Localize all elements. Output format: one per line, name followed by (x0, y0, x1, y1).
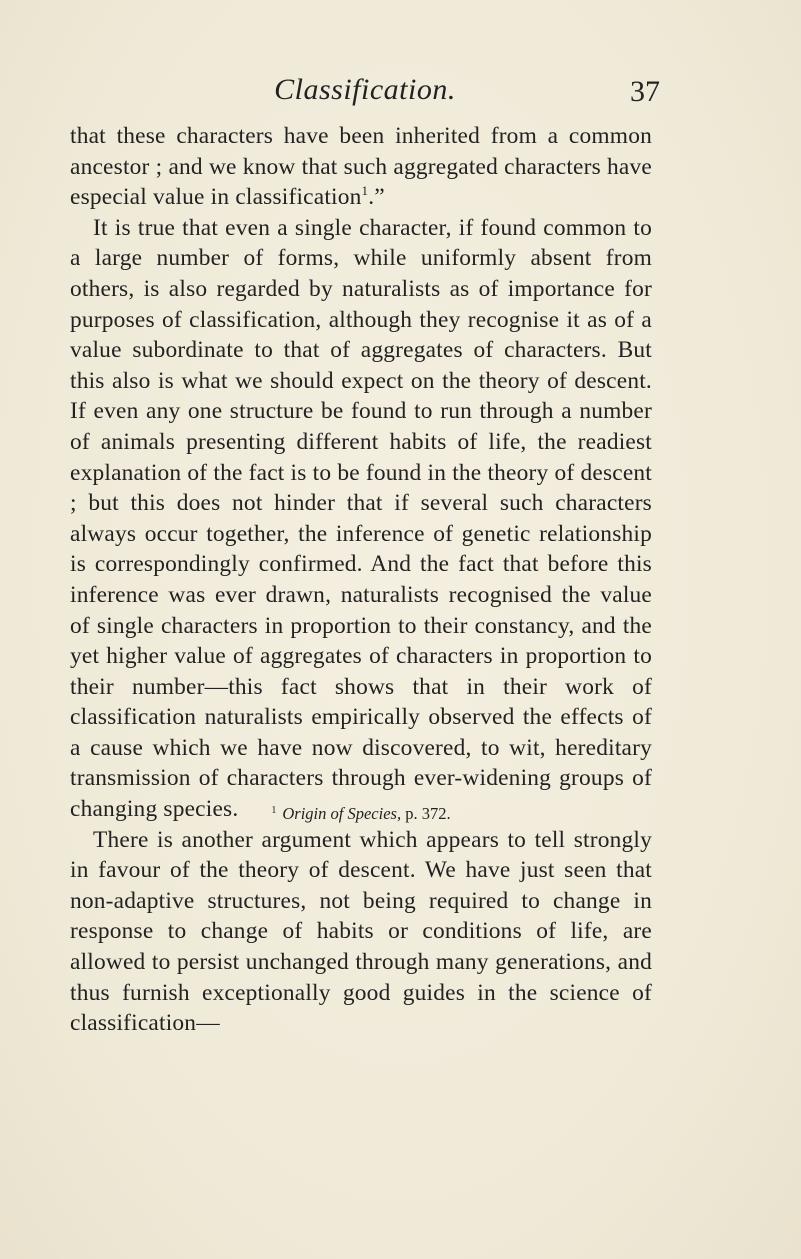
footnote-ref-text: p. 372. (405, 804, 451, 823)
footnote-ref: 1 (361, 183, 369, 199)
paragraph-1-text: that these characters have been inherited from a common ancestor ; and we know that such aggregated characters have especial value in classification (70, 123, 652, 211)
footnote-marker: 1 (271, 804, 277, 816)
footnote (70, 803, 652, 825)
paragraph-1-end: .” (368, 184, 385, 211)
paragraph-3: There is another argument which appears to tell strongly in favour of the theory of descent. We have just seen that non-adaptive structures, not being required to change in response to change of habits or conditions of life, are allowed to persist unchanged through many generations, and thus furnish exceptionally good guides in the science of classification— (70, 826, 652, 1037)
body-text (70, 121, 652, 1039)
running-head (70, 70, 660, 110)
footnote-title: Origin of Species, (282, 804, 402, 823)
page-number: 37 (630, 75, 660, 108)
running-title: Classification. (274, 73, 456, 106)
paragraph-1 (70, 121, 652, 213)
paragraph-2: It is true that even a single character, if found common to a large number of forms, while uniformly absent from others, is also regarded by naturalists as of importance for purposes of classification, although they recognise it as of a value subordinate to that of aggregates of characters. But this also is what we should expect on the theory of descent. If even any one structure be found to run through a number of animals presenting different habits of life, the readiest explanation of the fact is to be found in the theory of descent ; but this does not hinder that if several such characters always occur together, the inference of genetic relationship is correspondingly confirmed. And the fact that before this inference was ever drawn, naturalists recognised the value of single characters in proportion to their constancy, and the yet higher value of aggregates of characters in proportion to their number—this fact shows that in their work of classification naturalists empirically observed the effects of a cause which we have now discovered, to wit, hereditary transmission of characters through ever-widening groups of changing species. (70, 214, 652, 823)
